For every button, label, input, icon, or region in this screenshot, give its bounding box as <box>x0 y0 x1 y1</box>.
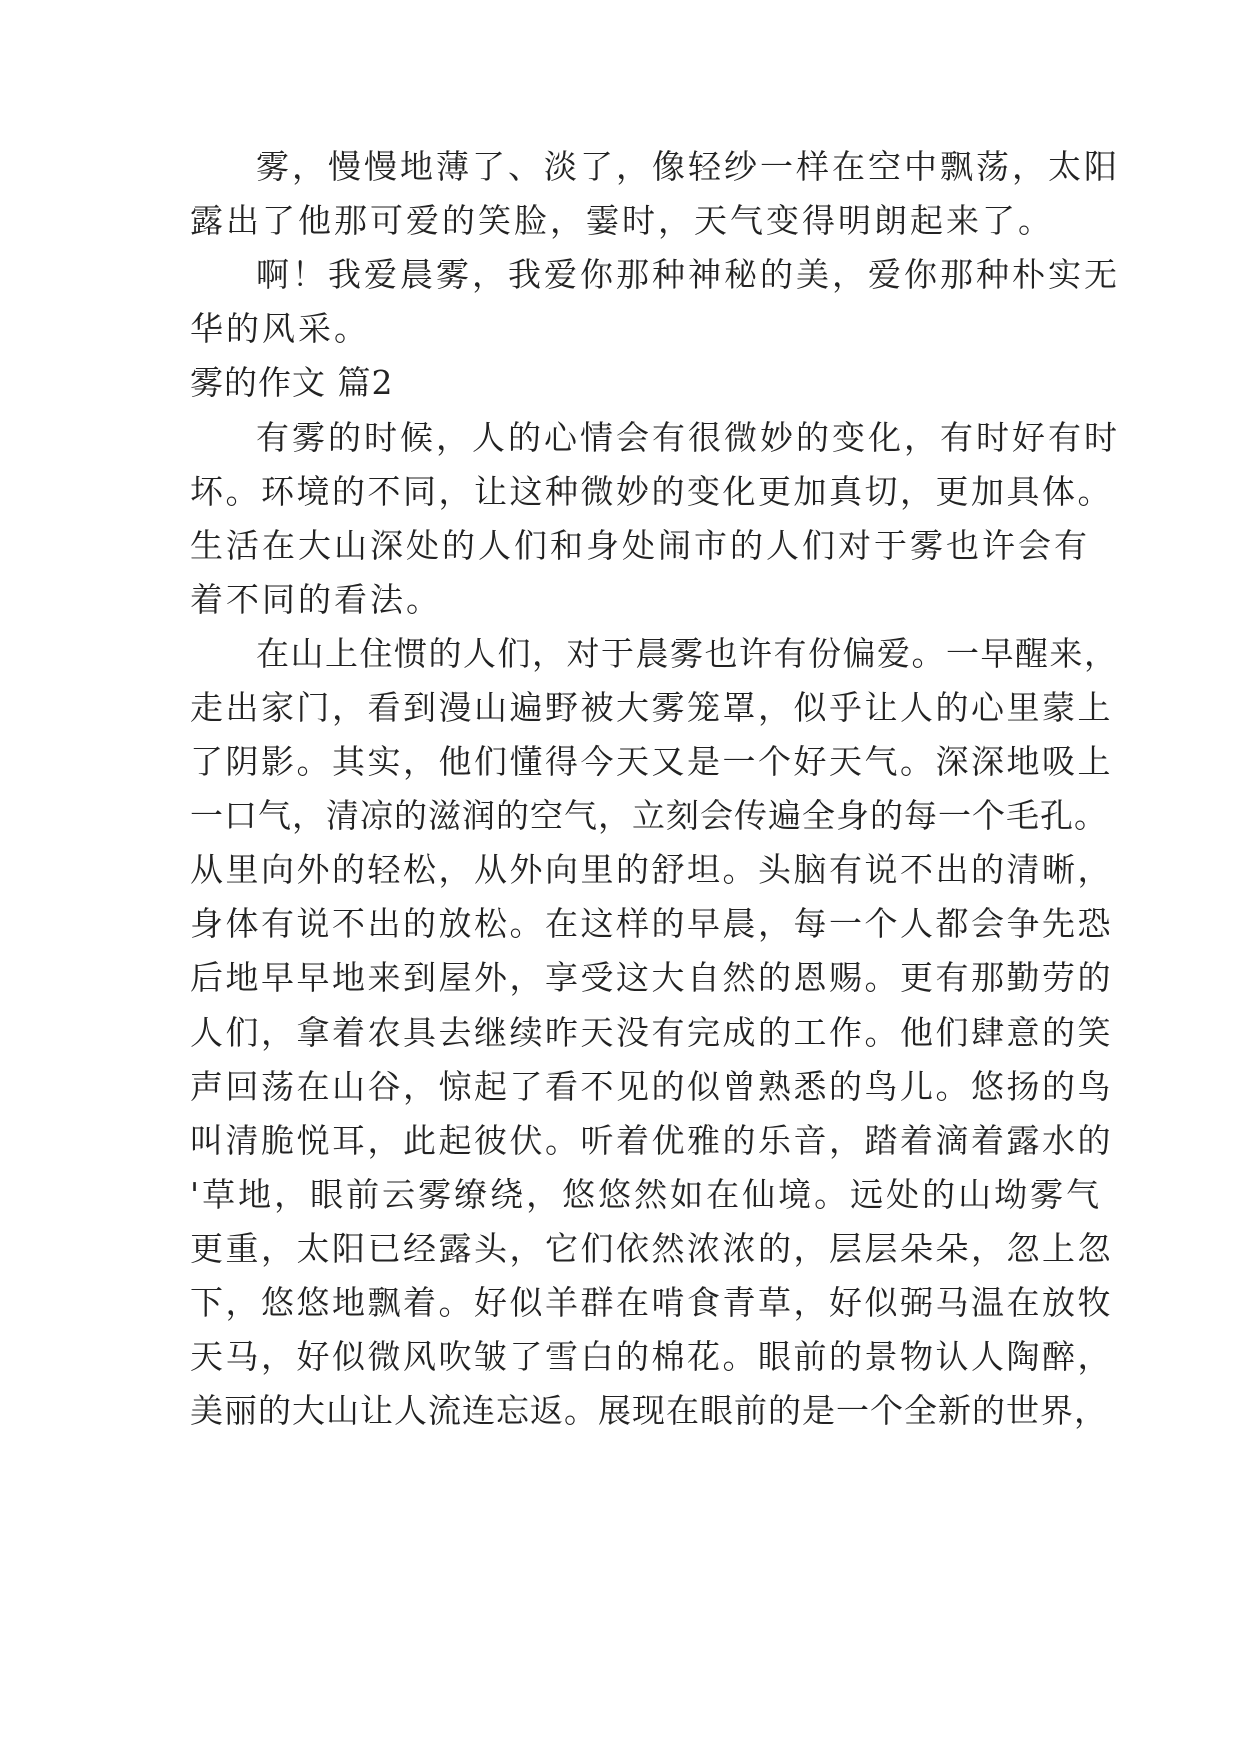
paragraph-3-line-1: 有雾的时候，人的心情会有很微妙的变化，有时好有时 <box>256 418 1120 457</box>
paragraph-2-line-1: 啊！我爱晨雾，我爱你那种神秘的美，爱你那种朴实无 <box>256 255 1120 294</box>
paragraph-4-line-4: 一口气，清凉的滋润的空气，立刻会传遍全身的每一个毛孔。 <box>190 796 1108 835</box>
paragraph-4-line-5: 从里向外的轻松，从外向里的舒坦。头脑有说不出的清晰， <box>190 850 1113 889</box>
paragraph-2-line-2: 华的风采。 <box>190 309 370 348</box>
paragraph-3-line-4: 着不同的看法。 <box>190 580 442 619</box>
paragraph-4-line-11: '草地，眼前云雾缭绕，悠悠然如在仙境。远处的山坳雾气 <box>190 1175 1103 1214</box>
paragraph-4-line-12: 更重，太阳已经露头，它们依然浓浓的，层层朵朵，忽上忽 <box>190 1229 1113 1268</box>
paragraph-4-line-13: 下，悠悠地飘着。好似羊群在啃食青草，好似弼马温在放牧 <box>190 1283 1113 1322</box>
paragraph-4-line-15: 美丽的大山让人流连忘返。展现在眼前的是一个全新的世界， <box>190 1391 1108 1430</box>
paragraph-4-line-1: 在山上住惯的人们，对于晨雾也许有份偏爱。一早醒来， <box>256 634 1119 673</box>
paragraph-1-line-1: 雾，慢慢地薄了、淡了，像轻纱一样在空中飘荡，太阳 <box>256 147 1120 186</box>
section-heading: 雾的作文 篇2 <box>190 363 394 402</box>
paragraph-4-line-10: 叫清脆悦耳，此起彼伏。听着优雅的乐音，踏着滴着露水的 <box>190 1121 1113 1160</box>
paragraph-4-line-7: 后地早早地来到屋外，享受这大自然的恩赐。更有那勤劳的 <box>190 958 1113 997</box>
paragraph-4-line-3: 了阴影。其实，他们懂得今天又是一个好天气。深深地吸上 <box>190 742 1113 781</box>
paragraph-4-line-9: 声回荡在山谷，惊起了看不见的似曾熟悉的鸟儿。悠扬的鸟 <box>190 1067 1113 1106</box>
paragraph-3-line-2: 坏。环境的不同，让这种微妙的变化更加真切，更加具体。 <box>190 472 1113 511</box>
paragraph-4-line-8: 人们，拿着农具去继续昨天没有完成的工作。他们肆意的笑 <box>190 1013 1113 1052</box>
paragraph-4-line-14: 天马，好似微风吹皱了雪白的棉花。眼前的景物认人陶醉， <box>190 1337 1113 1376</box>
paragraph-4-line-6: 身体有说不出的放松。在这样的早晨，每一个人都会争先恐 <box>190 904 1113 943</box>
paragraph-4-line-2: 走出家门，看到漫山遍野被大雾笼罩，似乎让人的心里蒙上 <box>190 688 1113 727</box>
paragraph-3-line-3: 生活在大山深处的人们和身处闹市的人们对于雾也许会有 <box>190 526 1090 565</box>
paragraph-1-line-2: 露出了他那可爱的笑脸，霎时，天气变得明朗起来了。 <box>190 201 1054 240</box>
